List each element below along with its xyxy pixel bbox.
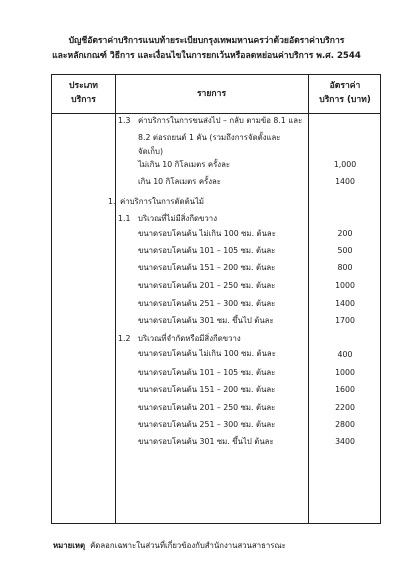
section-label: ค่าบริการในการตัดต้นไม้ <box>120 197 205 206</box>
item-label: ขนาดรอบโคนต้น 201 – 250 ซม. ต้นละ <box>138 281 276 290</box>
header-service-type-line-2: บริการ <box>71 95 96 105</box>
item-value: 800 <box>337 263 353 272</box>
footnote-text: คัดลอกเฉพาะในส่วนที่เกี่ยวข้องกับสำนักงานสวนสาธารณะ <box>90 541 286 550</box>
section-number: 1.3 <box>118 116 131 125</box>
item-label: ขนาดรอบโคนต้น 301 ซม. ขึ้นไป ต้นละ <box>138 316 274 325</box>
title-line-1: บัญชีอัตราค่าบริการแนบท้ายระเบียบกรุงเทพมหานครว่าด้วยอัตราค่าบริการ <box>68 36 345 46</box>
item-label: ขนาดรอบโคนต้น 101 – 105 ซม. ต้นละ <box>138 246 276 255</box>
item-value: 1600 <box>335 385 355 394</box>
item-value: 400 <box>337 350 353 359</box>
item-value: 1400 <box>335 299 355 308</box>
column-divider <box>308 75 309 523</box>
section-text-line: จัดเก็บ) <box>138 147 164 156</box>
header-service-type-line-1: ประเภท <box>69 81 98 91</box>
item-label: ขนาดรอบโคนต้น 251 – 300 ซม. ต้นละ <box>138 420 276 429</box>
item-value: 3400 <box>335 437 355 446</box>
section-label: บริเวณที่จำกัดหรือมีสิ่งกีดขวาง <box>138 334 241 343</box>
header-rate-line-2: บริการ (บาท) <box>319 95 371 105</box>
item-label: ขนาดรอบโคนต้น ไม่เกิน 100 ซม. ต้นละ <box>138 349 276 358</box>
header-items: รายการ <box>196 89 227 99</box>
column-divider <box>115 75 116 523</box>
section-number: 1.1 <box>118 214 131 223</box>
footnote <box>53 540 286 552</box>
item-value: 200 <box>337 229 353 238</box>
item-value: 2800 <box>335 420 355 429</box>
item-value: 1700 <box>335 316 355 325</box>
item-value: 1000 <box>335 368 355 377</box>
section-label: บริเวณที่ไม่มีสิ่งกีดขวาง <box>138 214 217 223</box>
header-service-type <box>52 79 115 107</box>
rate-table <box>51 74 381 524</box>
section-text-line: ค่าบริการในการขนส่งไป – กลับ ตามข้อ 8.1 และ <box>138 116 303 125</box>
footnote-label: หมายเหตุ <box>53 541 86 550</box>
item-value: 500 <box>337 246 353 255</box>
item-label: ขนาดรอบโคนต้น 151 – 200 ซม. ต้นละ <box>138 385 276 394</box>
item-label: ขนาดรอบโคนต้น 101 – 105 ซม. ต้นละ <box>138 368 276 377</box>
item-value: 1400 <box>335 177 355 186</box>
item-label: ไม่เกิน 10 กิโลเมตร ครั้งละ <box>138 160 231 169</box>
item-value: 1000 <box>335 281 355 290</box>
item-label: ขนาดรอบโคนต้น 251 – 300 ซม. ต้นละ <box>138 299 276 308</box>
header-divider <box>52 113 380 114</box>
document-title <box>20 34 393 64</box>
header-rate <box>308 79 382 107</box>
section-text-line: 8.2 ต่อรถยนต์ 1 คัน (รวมถึงการจัดตั้งและ <box>138 133 281 142</box>
title-line-2: และหลักเกณฑ์ วิธีการ และเงื่อนไขในการยกเว้นหรือลดหย่อนค่าบริการ พ.ศ. 2544 <box>52 51 361 61</box>
item-label: เกิน 10 กิโลเมตร ครั้งละ <box>138 177 221 186</box>
section-number: 1. <box>108 197 116 206</box>
item-value: 2200 <box>335 403 355 412</box>
header-rate-line-1: อัตราค่า <box>329 81 361 91</box>
section-number: 1.2 <box>118 334 131 343</box>
item-label: ขนาดรอบโคนต้น 301 ซม. ขึ้นไป ต้นละ <box>138 437 274 446</box>
item-label: ขนาดรอบโคนต้น 151 – 200 ซม. ต้นละ <box>138 263 276 272</box>
item-label: ขนาดรอบโคนต้น 201 – 250 ซม. ต้นละ <box>138 403 276 412</box>
item-value: 1,000 <box>333 160 357 169</box>
item-label: ขนาดรอบโคนต้น ไม่เกิน 100 ซม. ต้นละ <box>138 229 276 238</box>
